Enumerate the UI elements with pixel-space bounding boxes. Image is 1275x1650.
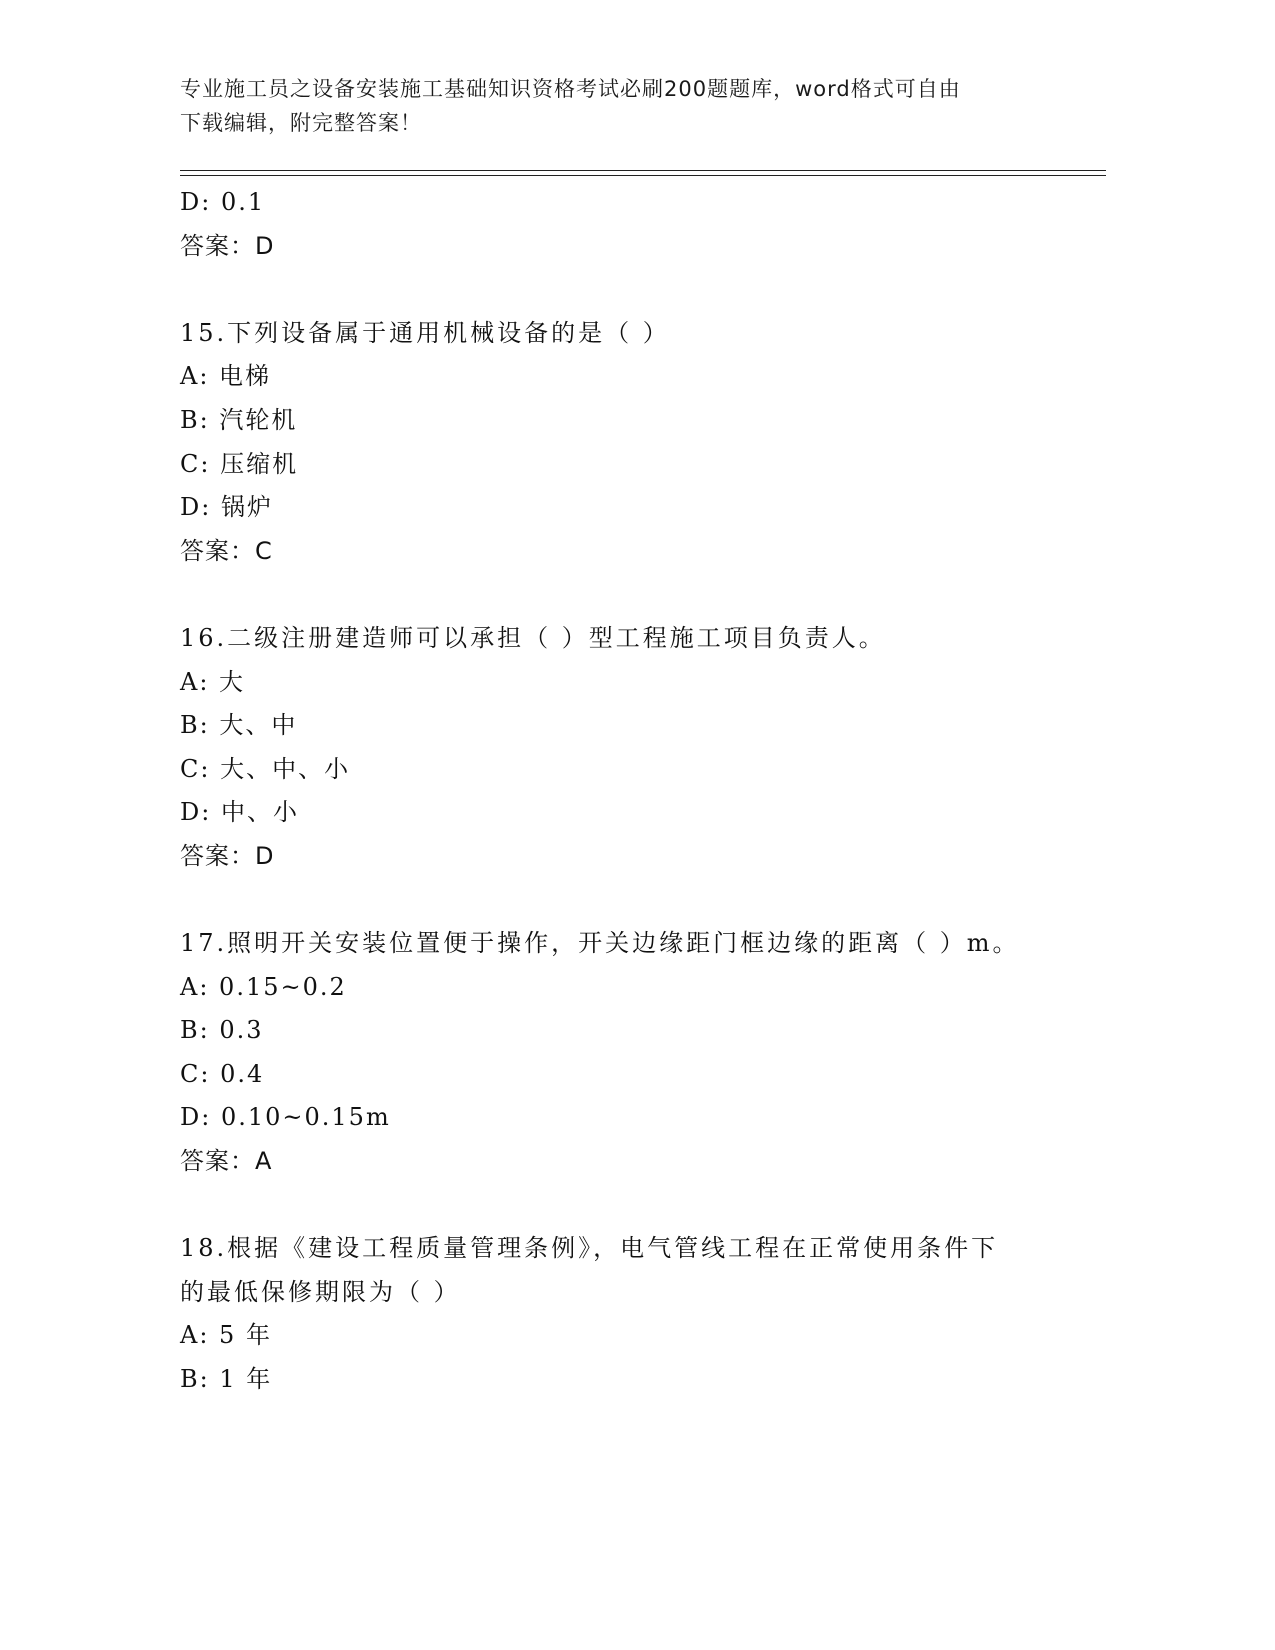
answer: 答案：A (180, 1147, 273, 1176)
question-stem: 16.二级注册建造师可以承担（ ）型工程施工项目负责人。 (180, 623, 886, 652)
option-c: C: 压缩机 (180, 449, 299, 478)
answer: 答案：C (180, 536, 273, 565)
option-a: A: 0.15~0.2 (180, 972, 347, 1001)
header-divider-bottom (180, 175, 1106, 176)
question-content (180, 181, 1060, 1402)
option-b: B: 大、中 (180, 711, 298, 740)
question-16 (180, 617, 1060, 879)
option-d: D: 锅炉 (180, 493, 273, 522)
option-b: B: 1 年 (180, 1365, 273, 1394)
document-header (180, 72, 1060, 140)
option-c: C: 0.4 (180, 1059, 265, 1088)
header-line-1: 专业施工员之设备安装施工基础知识资格考试必刷200题题库，word格式可自由 (180, 77, 961, 101)
question-18 (180, 1227, 1060, 1401)
option-c: C: 大、中、小 (180, 754, 351, 783)
option-b: B: 0.3 (180, 1016, 264, 1045)
option-a: A: 大 (180, 667, 246, 696)
option-d: D: 0.10~0.15m (180, 1103, 391, 1132)
question-stem-line-1: 18.根据《建设工程质量管理条例》，电气管线工程在正常使用条件下 (180, 1234, 999, 1263)
spacer (180, 573, 1060, 617)
header-divider-top (180, 170, 1106, 171)
question-stem: 15.下列设备属于通用机械设备的是（ ） (180, 318, 670, 347)
prev-answer: 答案：D (180, 231, 275, 260)
prev-option-d: D: 0.1 (180, 188, 266, 216)
option-b: B: 汽轮机 (180, 405, 298, 434)
option-d: D: 中、小 (180, 798, 299, 827)
question-15 (180, 312, 1060, 574)
spacer (180, 1184, 1060, 1228)
option-a: A: 电梯 (180, 362, 272, 391)
question-stem: 17.照明开关安装位置便于操作，开关边缘距门框边缘的距离（ ）m。 (180, 929, 1020, 958)
spacer (180, 879, 1060, 923)
spacer (180, 268, 1060, 312)
question-stem-line-2: 的最低保修期限为（ ） (180, 1277, 461, 1306)
header-line-2: 下载编辑，附完整答案！ (180, 111, 422, 135)
option-a: A: 5 年 (180, 1321, 272, 1350)
question-17 (180, 922, 1060, 1184)
answer: 答案：D (180, 841, 275, 870)
